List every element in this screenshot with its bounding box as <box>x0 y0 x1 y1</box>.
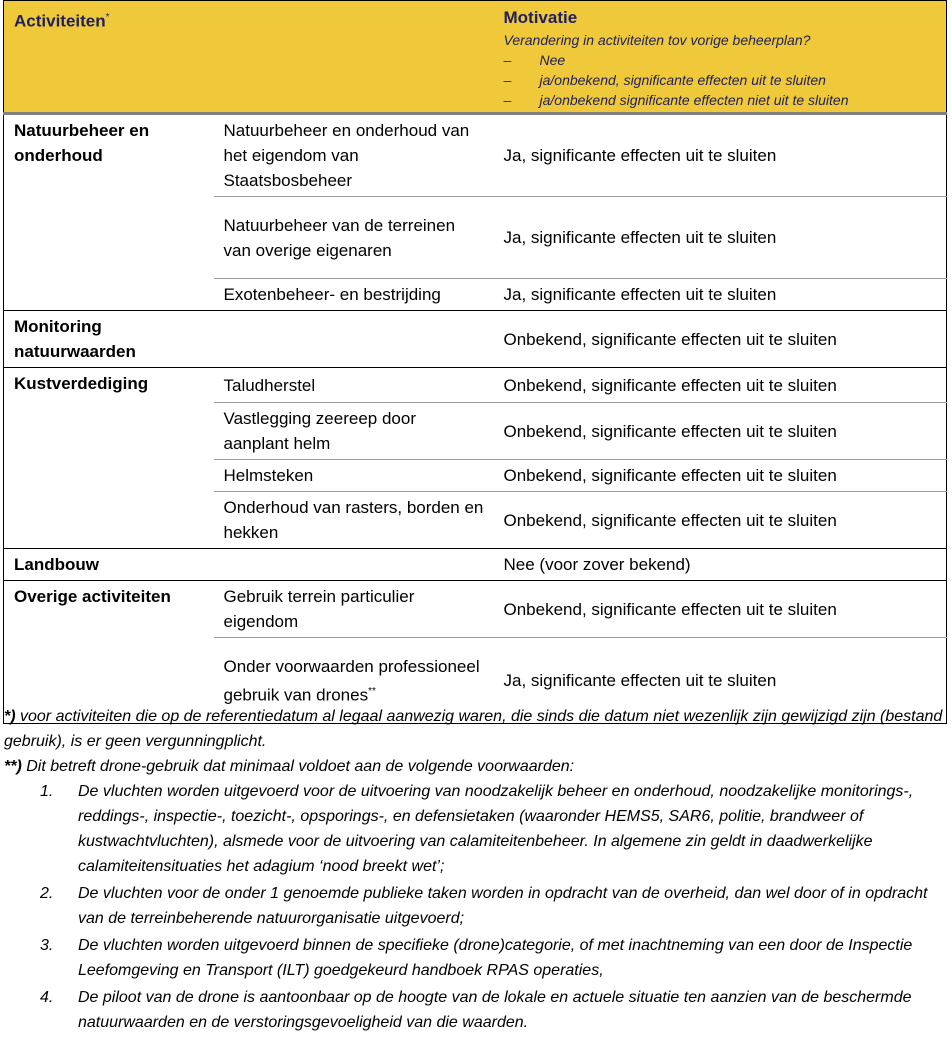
activity-cell: Onder voorwaarden professioneel gebruik van drones** <box>214 638 494 724</box>
motivation-cell: Nee (voor zover bekend) <box>494 549 947 581</box>
activity-cell: Gebruik terrein particulier eigendom <box>214 581 494 638</box>
motivation-cell: Ja, significante effecten uit te sluiten <box>494 197 947 279</box>
group-name: Kustverdediging <box>4 368 214 549</box>
table-header <box>4 1 947 114</box>
activity-cell: Onderhoud van rasters, borden en hekken <box>214 492 494 549</box>
header-question: Verandering in activiteiten tov vorige beheerplan? <box>503 32 811 48</box>
option-item: – ja/onbekend significante effecten niet uit te sluiten <box>503 92 849 108</box>
activity-cell: Taludherstel <box>214 368 494 403</box>
table-row <box>4 368 947 403</box>
activity-cell <box>214 549 494 581</box>
option-item: – ja/onbekend, significante effecten uit te sluiten <box>503 72 826 88</box>
table-row <box>4 114 947 197</box>
activities-table <box>3 0 947 724</box>
activity-cell: Natuurbeheer van de terreinen van overige eigenaren <box>214 197 494 279</box>
condition-item: 3. De vluchten worden uitgevoerd binnen de specifieke (drone)categorie, of met inachtneming van een door de Inspectie Leefomgeving en Transport (ILT) goedgekeurd handboek RPAS operaties, <box>40 937 913 979</box>
motivation-cell: Ja, significante effecten uit te sluiten <box>494 114 947 197</box>
motivation-cell: Onbekend, significante effecten uit te sluiten <box>494 403 947 460</box>
condition-item: 2. De vluchten voor de onder 1 genoemde publieke taken worden in opdracht van de overheid, dan wel door of in opdracht van de terreinbeherende natuurorganisatie uitgevoerd; <box>40 885 928 927</box>
activity-cell: Natuurbeheer en onderhoud van het eigendom van Staatsbosbeheer <box>214 114 494 197</box>
motivation-cell: Onbekend, significante effecten uit te sluiten <box>494 492 947 549</box>
motivation-cell: Ja, significante effecten uit te sluiten <box>494 279 947 311</box>
motivation-cell: Onbekend, significante effecten uit te sluiten <box>494 581 947 638</box>
condition-item: 1. De vluchten worden uitgevoerd voor de uitvoering van noodzakelijk beheer en onderhoud, noodzakelijke monitorings-, reddings-, inspectie-, toezicht-, opsporings-, en defensietaken (waaronder HEMS5, SAR6, politie, brandweer of kustwachtvluchten), alsmede voor de uitvoering van calamiteitenbeheer. In algemene zin geldt in daadwerkelijke calamiteitensituaties het adagium ‘nood breekt wet’; <box>40 783 914 875</box>
footnotes <box>4 704 948 1037</box>
footnote-2: **) Dit betreft drone-gebruik dat minimaal voldoet aan de volgende voorwaarden: <box>4 758 575 775</box>
table-row <box>4 311 947 368</box>
motivation-cell: Onbekend, significante effecten uit te sluiten <box>494 368 947 403</box>
group-name: Overige activiteiten <box>4 581 214 724</box>
footnote-mark: * <box>105 12 110 23</box>
activity-cell: Exotenbeheer- en bestrijding <box>214 279 494 311</box>
group-name: Monitoring natuurwaarden <box>4 311 214 368</box>
motivation-cell: Ja, significante effecten uit te sluiten <box>494 638 947 724</box>
activity-cell <box>214 311 494 368</box>
group-name: Landbouw <box>4 549 214 581</box>
motivation-cell: Onbekend, significante effecten uit te sluiten <box>494 460 947 492</box>
header-activities: Activiteiten <box>14 11 106 31</box>
table-row <box>4 549 947 581</box>
activity-cell: Helmsteken <box>214 460 494 492</box>
group-name: Natuurbeheer en onderhoud <box>4 114 214 311</box>
conditions-list <box>4 779 948 1035</box>
table-row <box>4 581 947 638</box>
footnote-1: *) voor activiteiten die op de referentiedatum al legaal aanwezig waren, die sinds die datum niet wezenlijk zijn gewijzigd zijn (bestand gebruik), is er geen vergunningplicht. <box>4 708 943 750</box>
condition-item: 4. De piloot van de drone is aantoonbaar op de hoogte van de lokale en actuele situatie ten aanzien van de beschermde natuurwaarden en de verstoringsgevoeligheid van die waarden. <box>40 989 912 1031</box>
activity-cell: Vastlegging zeereep door aanplant helm <box>214 403 494 460</box>
motivation-cell: Onbekend, significante effecten uit te sluiten <box>494 311 947 368</box>
header-motivation: Motivatie <box>503 8 578 27</box>
option-item: – Nee <box>503 52 566 68</box>
